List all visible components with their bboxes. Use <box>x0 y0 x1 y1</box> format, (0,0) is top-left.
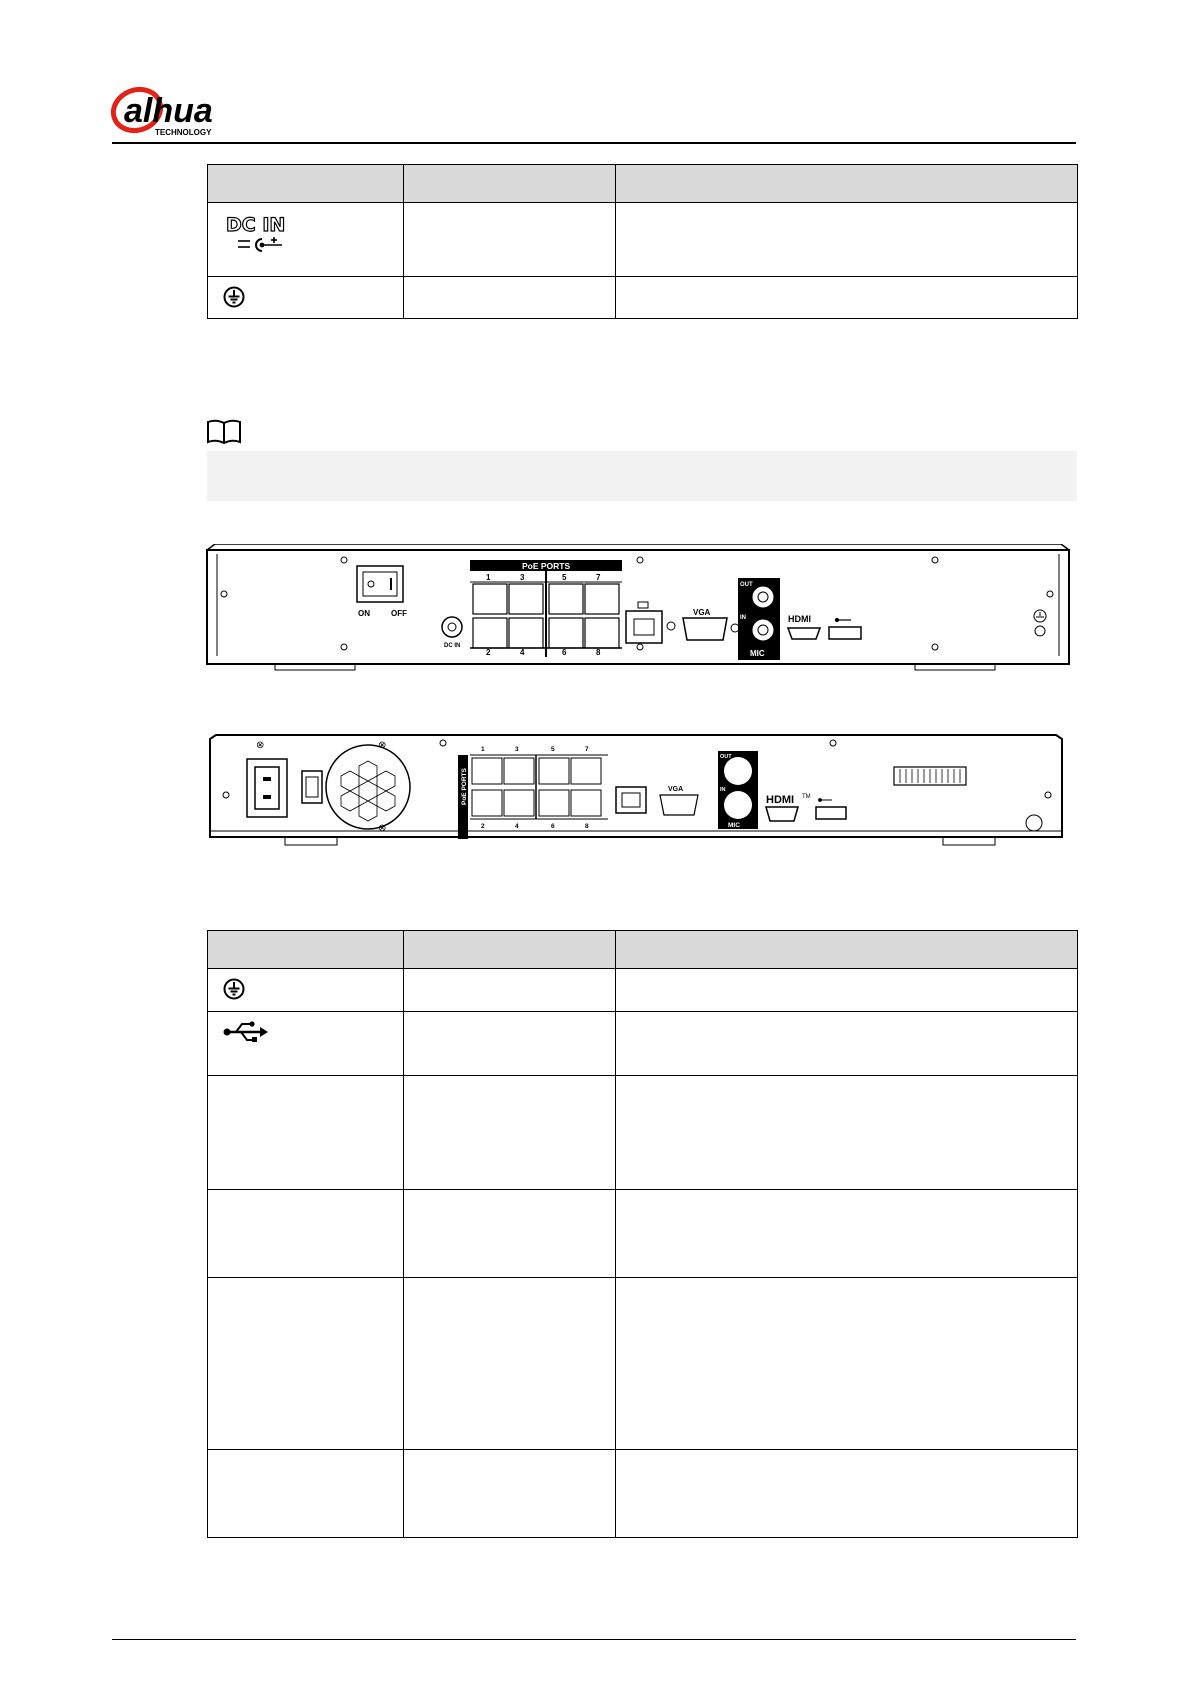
poe-port-number: 7 <box>585 746 589 753</box>
poe-port-number: 7 <box>596 573 601 582</box>
svg-text:DC IN: DC IN <box>226 214 286 236</box>
svg-text:⊗: ⊗ <box>378 823 387 834</box>
table-row <box>208 1278 1078 1450</box>
audio-out-label: OUT <box>720 754 732 760</box>
header-rule <box>112 142 1076 144</box>
table-row <box>208 1012 1078 1076</box>
svg-text:⊗: ⊗ <box>256 740 265 751</box>
poe-port-number: 2 <box>481 823 485 830</box>
book-note-icon <box>206 419 242 445</box>
switch-on-label: ON <box>358 609 370 618</box>
spec-table-bottom <box>207 930 1078 1538</box>
table-header-row <box>208 931 1078 969</box>
ground-icon <box>222 285 246 309</box>
table-row <box>208 277 1078 319</box>
dc-in-label: DC IN <box>444 643 461 649</box>
table-header-row <box>208 165 1078 203</box>
footer-rule <box>112 1639 1076 1640</box>
poe-port-number: 1 <box>481 746 485 753</box>
switch-off-label: OFF <box>391 609 407 618</box>
poe-port-number: 6 <box>551 823 555 830</box>
mic-label: MIC <box>728 822 740 829</box>
hdmi-label: HDMI <box>788 614 811 624</box>
mic-label: MIC <box>750 649 765 658</box>
rear-panel-diagram-b <box>208 733 1064 849</box>
poe-port-number: 8 <box>596 648 601 657</box>
poe-ports-vertical-label: PoE PORTS <box>461 768 468 805</box>
audio-in-label: IN <box>740 615 746 621</box>
table-row <box>208 1076 1078 1190</box>
vga-label: VGA <box>668 786 684 793</box>
rear-panel-diagram-a <box>205 544 1071 674</box>
poe-port-number: 3 <box>520 573 525 582</box>
hdmi-label: HDMI <box>766 794 795 806</box>
table-row <box>208 1450 1078 1538</box>
table-row <box>208 203 1078 277</box>
poe-ports-title: PoE PORTS <box>522 561 571 571</box>
poe-port-number: 5 <box>551 746 555 753</box>
note-box <box>207 451 1077 501</box>
usb-icon <box>222 1020 268 1044</box>
audio-out-label: OUT <box>740 582 753 588</box>
poe-port-number: 8 <box>585 823 589 830</box>
poe-port-number: 3 <box>515 746 519 753</box>
dc-in-icon <box>222 211 286 261</box>
poe-port-number: 1 <box>486 573 491 582</box>
logo-text: alhua <box>124 92 213 130</box>
dahua-logo <box>110 84 270 138</box>
audio-in-label: IN <box>720 787 726 793</box>
poe-port-number: 5 <box>562 573 567 582</box>
hdmi-tm-label: TM <box>802 794 811 800</box>
ground-icon <box>222 977 246 1001</box>
spec-table-top <box>207 164 1078 319</box>
table-row <box>208 1190 1078 1278</box>
vga-label: VGA <box>693 608 711 617</box>
poe-port-number: 4 <box>520 648 525 657</box>
poe-port-number: 2 <box>486 648 491 657</box>
table-row <box>208 969 1078 1012</box>
logo-subtext: TECHNOLOGY <box>155 128 212 137</box>
svg-text:⊗: ⊗ <box>378 740 387 751</box>
poe-port-number: 4 <box>515 823 519 830</box>
poe-port-number: 6 <box>562 648 567 657</box>
